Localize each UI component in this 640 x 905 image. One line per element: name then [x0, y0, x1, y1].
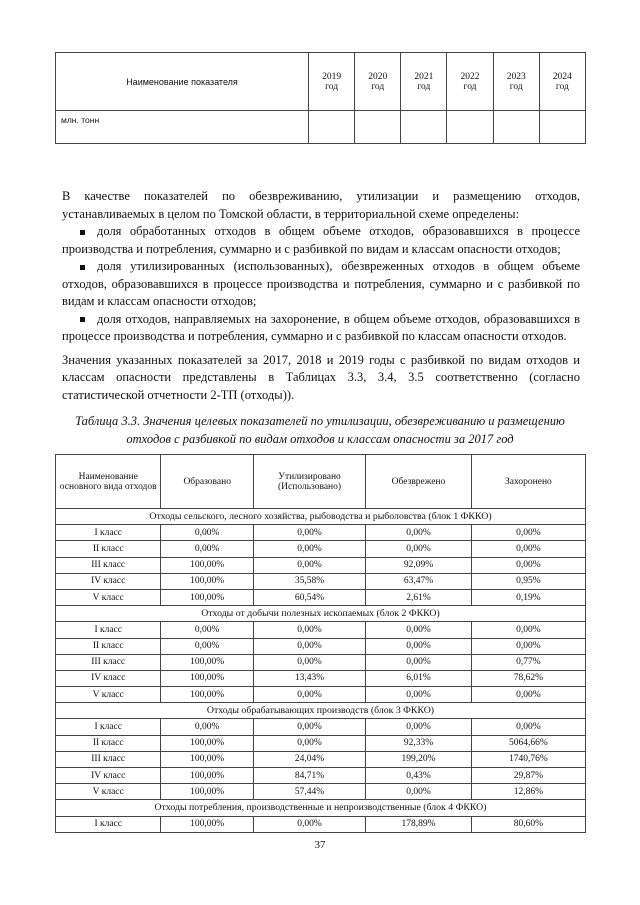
section-row — [56, 800, 586, 816]
value-cell — [309, 111, 355, 144]
value-cell — [355, 111, 401, 144]
column-header: Наименование основного вида отходов — [56, 455, 161, 509]
table-cell: 2,61% — [366, 589, 472, 605]
table-row — [56, 735, 586, 751]
year-unit: год — [555, 81, 569, 92]
waste-indicators-table — [55, 454, 586, 833]
bullet-text: доля утилизированных (использованных), обезвреженных отходов в общем объеме отходов, образовавшихся в процессе производства и потребления, суммарно и с разбивкой по видам и классам опасности отходов; — [62, 259, 580, 308]
table-cell: 100,00% — [161, 784, 254, 800]
table-row — [56, 719, 586, 735]
table-cell: 0,00% — [161, 541, 254, 557]
table-cell: IV класс — [56, 573, 161, 589]
table-cell: 178,89% — [366, 816, 472, 832]
table-cell: 0,00% — [471, 541, 585, 557]
column-header: Обезврежено — [366, 455, 472, 509]
table-cell: 0,00% — [253, 525, 365, 541]
table-cell: 0,00% — [253, 735, 365, 751]
table-cell: 100,00% — [161, 751, 254, 767]
year: 2024 — [552, 71, 572, 82]
year-header — [447, 53, 493, 111]
year-header — [539, 53, 585, 111]
year-header — [493, 53, 539, 111]
year-unit: год — [325, 81, 339, 92]
year: 2020 — [368, 71, 388, 82]
year-unit: год — [509, 81, 523, 92]
bullet-item — [62, 311, 580, 346]
table-cell: I класс — [56, 816, 161, 832]
table-cell: 92,33% — [366, 735, 472, 751]
year-header — [309, 53, 355, 111]
table-cell: 0,00% — [253, 557, 365, 573]
table-cell: 6,01% — [366, 670, 472, 686]
column-header: Утилизировано (Использовано) — [253, 455, 365, 509]
table-cell: 78,62% — [471, 670, 585, 686]
table-cell: 0,00% — [366, 687, 472, 703]
value-cell — [447, 111, 493, 144]
table-cell: 199,20% — [366, 751, 472, 767]
table-cell: V класс — [56, 784, 161, 800]
table-cell: 100,00% — [161, 573, 254, 589]
body-text — [62, 188, 580, 404]
table-cell: 0,00% — [253, 654, 365, 670]
section-title: Отходы потребления, производственные и непроизводственные (блок 4 ФККО) — [56, 800, 586, 816]
intro-paragraph: В качестве показателей по обезвреживанию, утилизации и размещению отходов, устанавливаемых в целом по Томской области, в территориальной схеме определены: — [62, 189, 580, 221]
year-unit: год — [371, 81, 385, 92]
table-cell: V класс — [56, 589, 161, 605]
table-cell: 0,00% — [366, 638, 472, 654]
column-header: Образовано — [161, 455, 254, 509]
table-cell: 29,87% — [471, 768, 585, 784]
table-cell: 0,00% — [471, 525, 585, 541]
table-cell: 0,00% — [161, 719, 254, 735]
table-cell: III класс — [56, 751, 161, 767]
table-cell: II класс — [56, 638, 161, 654]
table-cell: 0,00% — [253, 816, 365, 832]
table-row — [56, 589, 586, 605]
table-cell: 0,00% — [253, 687, 365, 703]
bullet-item — [62, 223, 580, 258]
table-row — [56, 784, 586, 800]
table-cell: 0,43% — [366, 768, 472, 784]
table-cell: 0,00% — [366, 525, 472, 541]
table-cell: 35,58% — [253, 573, 365, 589]
table-row — [56, 687, 586, 703]
table-cell: 24,04% — [253, 751, 365, 767]
page-number: 37 — [314, 838, 326, 851]
table-row — [56, 751, 586, 767]
value-cell — [493, 111, 539, 144]
table-cell: 0,00% — [471, 557, 585, 573]
bullet-item — [62, 258, 580, 311]
table-cell: III класс — [56, 654, 161, 670]
indicator-table — [55, 52, 586, 144]
table-cell: 100,00% — [161, 654, 254, 670]
table-cell: 13,43% — [253, 670, 365, 686]
bullet-icon — [80, 265, 85, 270]
table-cell: 84,71% — [253, 768, 365, 784]
table-cell: 92,09% — [366, 557, 472, 573]
table-cell: 0,00% — [366, 654, 472, 670]
table-row — [56, 768, 586, 784]
table-cell: 100,00% — [161, 589, 254, 605]
table-cell: 0,00% — [253, 719, 365, 735]
table-cell: 100,00% — [161, 557, 254, 573]
bullet-text: доля отходов, направляемых на захоронение, в общем объеме отходов, образовавшихся в процессе производства и потребления, суммарно и с разбивкой по классам опасности отходов. — [62, 311, 580, 343]
section-title: Отходы обрабатывающих производств (блок 3 ФККО) — [56, 703, 586, 719]
table-cell: 0,77% — [471, 654, 585, 670]
table-cell: 80,60% — [471, 816, 585, 832]
table-row — [56, 654, 586, 670]
indicator-name-header: Наименование показателя — [56, 53, 309, 111]
value-cell — [401, 111, 447, 144]
table-row — [56, 670, 586, 686]
year: 2022 — [460, 71, 480, 82]
table-cell: 0,00% — [253, 541, 365, 557]
table-cell: 100,00% — [161, 735, 254, 751]
table-cell: 60,54% — [253, 589, 365, 605]
table-cell: 0,00% — [366, 719, 472, 735]
value-cell — [539, 111, 585, 144]
table-cell: 100,00% — [161, 816, 254, 832]
table-cell: I класс — [56, 719, 161, 735]
bullet-icon — [80, 230, 85, 235]
table-cell: V класс — [56, 687, 161, 703]
table-cell: 63,47% — [366, 573, 472, 589]
table-row — [56, 638, 586, 654]
year-unit: год — [463, 81, 477, 92]
table-row — [56, 525, 586, 541]
table-cell: II класс — [56, 541, 161, 557]
year-unit: год — [417, 81, 431, 92]
table-cell: 0,00% — [366, 784, 472, 800]
section-row — [56, 703, 586, 719]
table-row — [56, 541, 586, 557]
table-cell: I класс — [56, 622, 161, 638]
table-cell: 5064,66% — [471, 735, 585, 751]
header-row — [56, 455, 586, 509]
table-cell: III класс — [56, 557, 161, 573]
year-header — [401, 53, 447, 111]
table-caption: Таблица 3.3. Значения целевых показателей по утилизации, обезвреживанию и размещению отходов с разбивкой по видам отходов и классам опасности за 2017 год — [75, 414, 565, 446]
year: 2019 — [322, 71, 342, 82]
table-cell: IV класс — [56, 768, 161, 784]
section-row — [56, 509, 586, 525]
table-cell: I класс — [56, 525, 161, 541]
table-cell: 0,00% — [366, 622, 472, 638]
section-title: Отходы от добычи полезных ископаемых (блок 2 ФККО) — [56, 606, 586, 622]
table-cell: 0,00% — [161, 525, 254, 541]
table-cell: 0,00% — [253, 622, 365, 638]
table-cell: 0,19% — [471, 589, 585, 605]
table-row — [56, 622, 586, 638]
table-cell: IV класс — [56, 670, 161, 686]
table-cell: 12,86% — [471, 784, 585, 800]
table-row — [56, 557, 586, 573]
paragraph: Значения указанных показателей за 2017, 2018 и 2019 годы с разбивкой по видам отходов и классам опасности представлены в Таблицах 3.3, 3.4, 3.5 соответственно (согласно статистической отчетности 2-ТП (отходы)). — [62, 352, 580, 402]
year-header — [355, 53, 401, 111]
table-cell: 0,00% — [366, 541, 472, 557]
table-cell: 0,00% — [161, 638, 254, 654]
table-cell: 57,44% — [253, 784, 365, 800]
section-row — [56, 606, 586, 622]
table-cell: 100,00% — [161, 687, 254, 703]
table-row — [56, 816, 586, 832]
year: 2023 — [506, 71, 526, 82]
table-cell: 0,95% — [471, 573, 585, 589]
table-cell: 100,00% — [161, 768, 254, 784]
table-cell: 100,00% — [161, 670, 254, 686]
table-cell: 0,00% — [471, 687, 585, 703]
bullet-icon — [80, 317, 85, 322]
table-cell: 0,00% — [471, 638, 585, 654]
table-cell: 0,00% — [161, 622, 254, 638]
table-row — [56, 573, 586, 589]
section-title: Отходы сельского, лесного хозяйства, рыбоводства и рыболовства (блок 1 ФККО) — [56, 509, 586, 525]
table-cell: 0,00% — [253, 638, 365, 654]
bullet-text: доля обработанных отходов в общем объеме отходов, образовавшихся в процессе производства и потребления, суммарно и с разбивкой по видам и классам опасности отходов; — [62, 224, 580, 256]
table-cell: 1740,76% — [471, 751, 585, 767]
column-header: Захоронено — [471, 455, 585, 509]
table-cell: 0,00% — [471, 622, 585, 638]
unit-cell: млн. тонн — [56, 111, 309, 144]
table-cell: 0,00% — [471, 719, 585, 735]
table-cell: II класс — [56, 735, 161, 751]
year: 2021 — [414, 71, 434, 82]
